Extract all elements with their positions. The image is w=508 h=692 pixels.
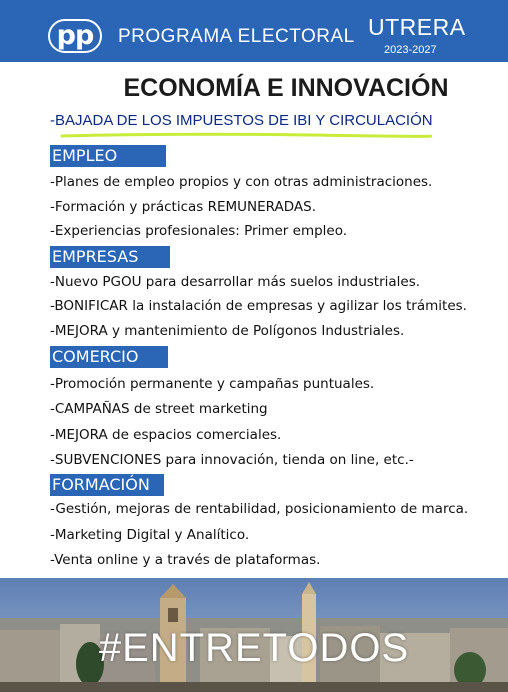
section-heading-formacion: FORMACIÓN (50, 474, 164, 496)
header-bar (0, 0, 508, 62)
highlight-underline (60, 130, 432, 142)
section-heading-comercio: COMERCIO (50, 346, 168, 368)
city-label: UTRERA (368, 14, 466, 40)
list-item: -MEJORA de espacios comerciales. (50, 427, 282, 443)
pp-logo (48, 18, 102, 54)
list-item: -Venta online y a través de plataformas. (50, 552, 321, 568)
list-item: -Experiencias profesionales: Primer empleo. (50, 223, 348, 239)
list-item: -CAMPAÑAS de street marketing (50, 401, 268, 417)
tax-reduction-highlight: -BAJADA DE LOS IMPUESTOS DE IBI Y CIRCULACIÓN (50, 112, 433, 129)
list-item: -MEJORA y mantenimiento de Polígonos Industriales. (50, 323, 405, 339)
section-heading-empleo: EMPLEO (50, 145, 166, 167)
page-title: ECONOMÍA E INNOVACIÓN (123, 74, 449, 102)
list-item: -SUBVENCIONES para innovación, tienda on line, etc.- (50, 452, 414, 468)
section-heading-empresas: EMPRESAS (50, 246, 170, 268)
list-item: -Gestión, mejoras de rentabilidad, posicionamiento de marca. (50, 501, 469, 517)
hashtag-slogan: #ENTRETODOS (98, 626, 410, 670)
program-label: PROGRAMA ELECTORAL (118, 26, 355, 47)
list-item: -Formación y prácticas REMUNERADAS. (50, 199, 316, 215)
list-item: -Promoción permanente y campañas puntuales. (50, 376, 375, 392)
pp-logo-text: pp (56, 20, 94, 51)
list-item: -Planes de empleo propios y con otras administraciones. (50, 174, 433, 190)
years-label: 2023-2027 (384, 44, 437, 56)
list-item: -Marketing Digital y Analítico. (50, 527, 250, 543)
list-item: -BONIFICAR la instalación de empresas y agilizar los trámites. (50, 298, 467, 314)
list-item: -Nuevo PGOU para desarrollar más suelos industriales. (50, 274, 421, 290)
